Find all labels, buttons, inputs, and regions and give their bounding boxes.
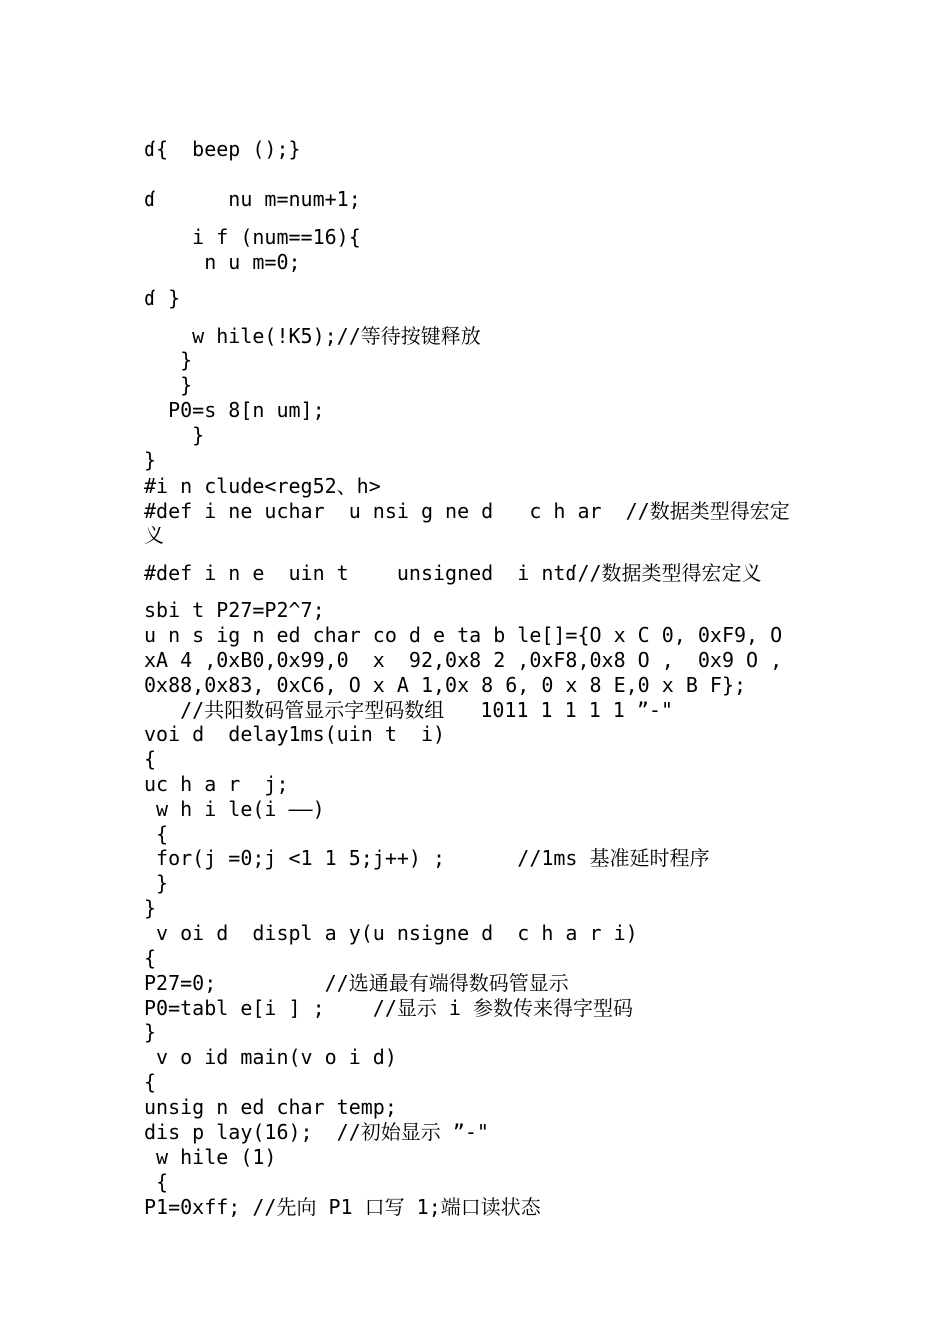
code-line: #def i ne uchar u nsi g ne d c h ar //数据类型得宏定 <box>144 499 790 523</box>
code-line: { <box>144 946 157 970</box>
code-line: dis p lay(16); //初始显示 ”-" <box>144 1120 489 1144</box>
code-line: P0=s 8[n um]; <box>144 398 325 422</box>
code-line: v o id main(v o i d) <box>144 1045 397 1069</box>
code-line: } <box>144 373 193 397</box>
code-line: 0x88,0x83, 0xC6, O x A 1,0x 8 6, 0 x 8 E,0 x B F}; <box>144 673 747 697</box>
code-line: P0=tabl e[i ] ; //显示 i 参数传来得字型码 <box>144 996 633 1020</box>
code-line: i f (num==16){ <box>144 225 361 249</box>
code-line: for(j =0;j <1 1 5;j++) ; //1ms 基准延时程序 <box>144 846 710 870</box>
code-line: } <box>144 448 157 472</box>
code-line: v oi d displ a y(u nsigne d c h a r i) <box>144 921 638 945</box>
code-line: } <box>144 348 193 372</box>
code-line: } <box>144 871 169 895</box>
code-line: u n s ig n ed char co d e ta b le[]={O x C 0, 0xF9, O <box>144 623 783 647</box>
code-line: } <box>144 896 157 920</box>
code-line: P1=0xff; //先向 P1 口写 1;端口读状态 <box>144 1195 541 1219</box>
code-line: ɗ{ beep ();} <box>144 137 301 161</box>
code-line: w hile (1) <box>144 1145 277 1169</box>
code-line: } <box>144 1020 157 1044</box>
code-line: #i n clude<reg52、h> <box>144 474 381 498</box>
code-line: //共阳数码管显示字型码数组 1011 1 1 1 1 ”-" <box>144 698 673 722</box>
code-line: w h i le(i ——) <box>144 797 325 821</box>
code-line: P27=0; //选通最有端得数码管显示 <box>144 971 569 995</box>
code-line: n u m=0; <box>144 250 301 274</box>
code-line: w hile(!K5);//等待按键释放 <box>144 324 481 348</box>
code-line: { <box>144 1170 169 1194</box>
code-line: sbi t P27=P2^7; <box>144 598 325 622</box>
code-line: voi d delay1ms(uin t i) <box>144 722 446 746</box>
code-line: uc h a r j; <box>144 772 289 796</box>
code-line: ɗ nu m=num+1; <box>144 187 361 211</box>
code-line: { <box>144 747 157 771</box>
code-line: } <box>144 423 205 447</box>
code-line: 义 <box>144 523 164 547</box>
code-line: { <box>144 822 169 846</box>
code-line: ɗ } <box>144 286 181 310</box>
code-line: unsig n ed char temp; <box>144 1095 397 1119</box>
code-line: #def i n e uin t unsigned i ntɗ//数据类型得宏定义 <box>144 561 762 585</box>
code-line: { <box>144 1070 157 1094</box>
code-line: xA 4 ,0xB0,0x99,0 x 92,0x8 2 ,0xF8,0x8 O , 0x9 O , <box>144 648 783 672</box>
